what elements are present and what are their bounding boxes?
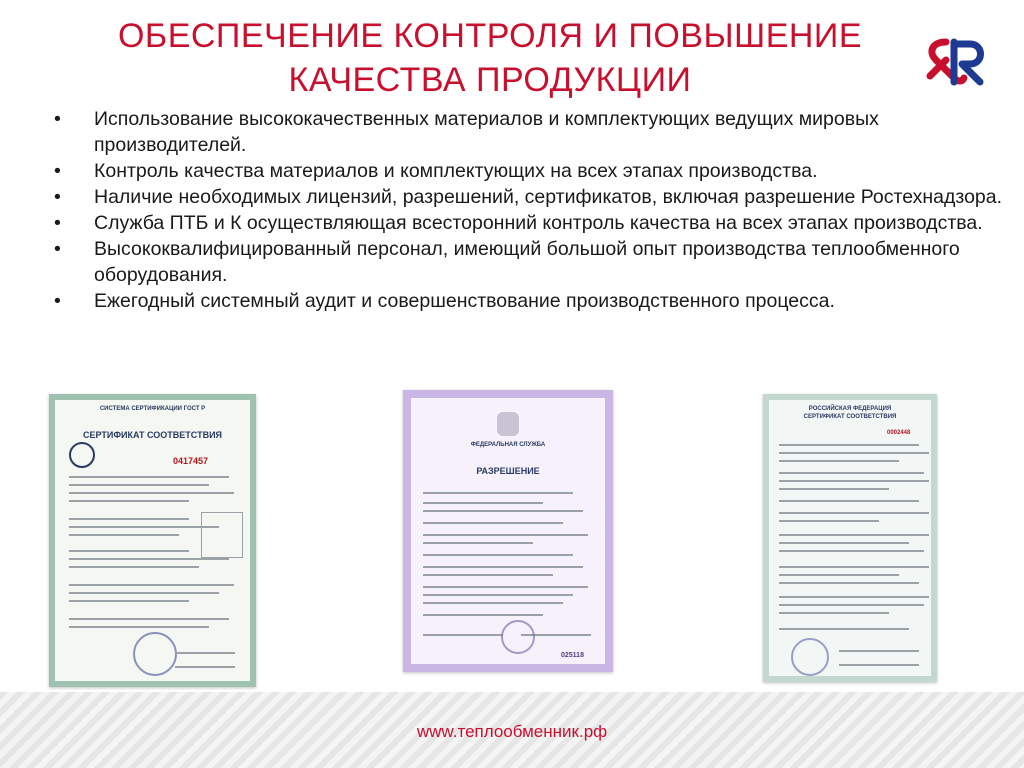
certificate-header: РОССИЙСКАЯ ФЕДЕРАЦИЯ xyxy=(808,406,892,412)
company-logo-icon xyxy=(924,36,990,88)
title-line-2: КАЧЕСТВА ПРОДУКЦИИ xyxy=(288,61,692,99)
bullet-text: Высококвалифицированный персонал, имеющий большой опыт производства теплообменного оборудования. xyxy=(94,238,960,286)
bullet-glyph: • xyxy=(54,160,61,182)
seal-stamp-icon xyxy=(791,638,829,676)
certificate-gost-image xyxy=(49,394,256,687)
certificate-number: 0002448 xyxy=(887,430,911,436)
permit-header: ФЕДЕРАЛЬНАЯ СЛУЖБА xyxy=(470,442,546,448)
bullet-text: Наличие необходимых лицензий, разрешений, сертификатов, включая разрешение Ростехнадзора. xyxy=(94,186,1003,208)
list-item xyxy=(54,288,1004,314)
coat-of-arms-icon xyxy=(497,412,519,436)
bullet-text: Ежегодный системный аудит и совершенствование производственного процесса. xyxy=(94,290,835,312)
permit-number: 025118 xyxy=(561,652,584,659)
conformity-certificate-image xyxy=(763,394,937,682)
certificate-header: СИСТЕМА СЕРТИФИКАЦИИ ГОСТ Р xyxy=(99,406,206,412)
certificate-number: 0417457 xyxy=(173,456,209,466)
footer-website-link[interactable]: www.теплообменник.рф xyxy=(416,722,608,741)
bullet-text: Использование высококачественных материалов и комплектующих ведущих мировых производителей. xyxy=(94,108,879,156)
certification-mark-icon xyxy=(69,442,95,468)
title-line-1: ОБЕСПЕЧЕНИЕ КОНТРОЛЯ И ПОВЫШЕНИЕ xyxy=(117,17,863,55)
list-item xyxy=(54,236,1004,288)
bullet-glyph: • xyxy=(54,108,61,130)
bullet-text: Контроль качества материалов и комплектующих на всех этапах производства. xyxy=(94,160,818,182)
bullet-glyph: • xyxy=(54,186,61,208)
bullet-list xyxy=(54,106,1004,314)
seal-stamp-icon xyxy=(501,620,535,654)
permit-title: РАЗРЕШЕНИЕ xyxy=(476,466,540,476)
permit-document-image xyxy=(403,390,613,672)
bullet-glyph: • xyxy=(54,238,61,260)
certificate-title: СЕРТИФИКАТ СООТВЕТСТВИЯ xyxy=(82,430,223,440)
list-item xyxy=(54,106,1004,158)
bullet-glyph: • xyxy=(54,212,61,234)
slide-title xyxy=(60,14,920,102)
list-item xyxy=(54,158,1004,184)
list-item xyxy=(54,210,1004,236)
seal-stamp-icon xyxy=(133,632,177,676)
certificates-row xyxy=(0,388,1024,688)
list-item xyxy=(54,184,1004,210)
bullet-text: Служба ПТБ и К осуществляющая всесторонний контроль качества на всех этапах производства. xyxy=(94,212,983,234)
certificate-title: СЕРТИФИКАТ СООТВЕТСТВИЯ xyxy=(803,414,897,420)
bullet-glyph: • xyxy=(54,290,61,312)
